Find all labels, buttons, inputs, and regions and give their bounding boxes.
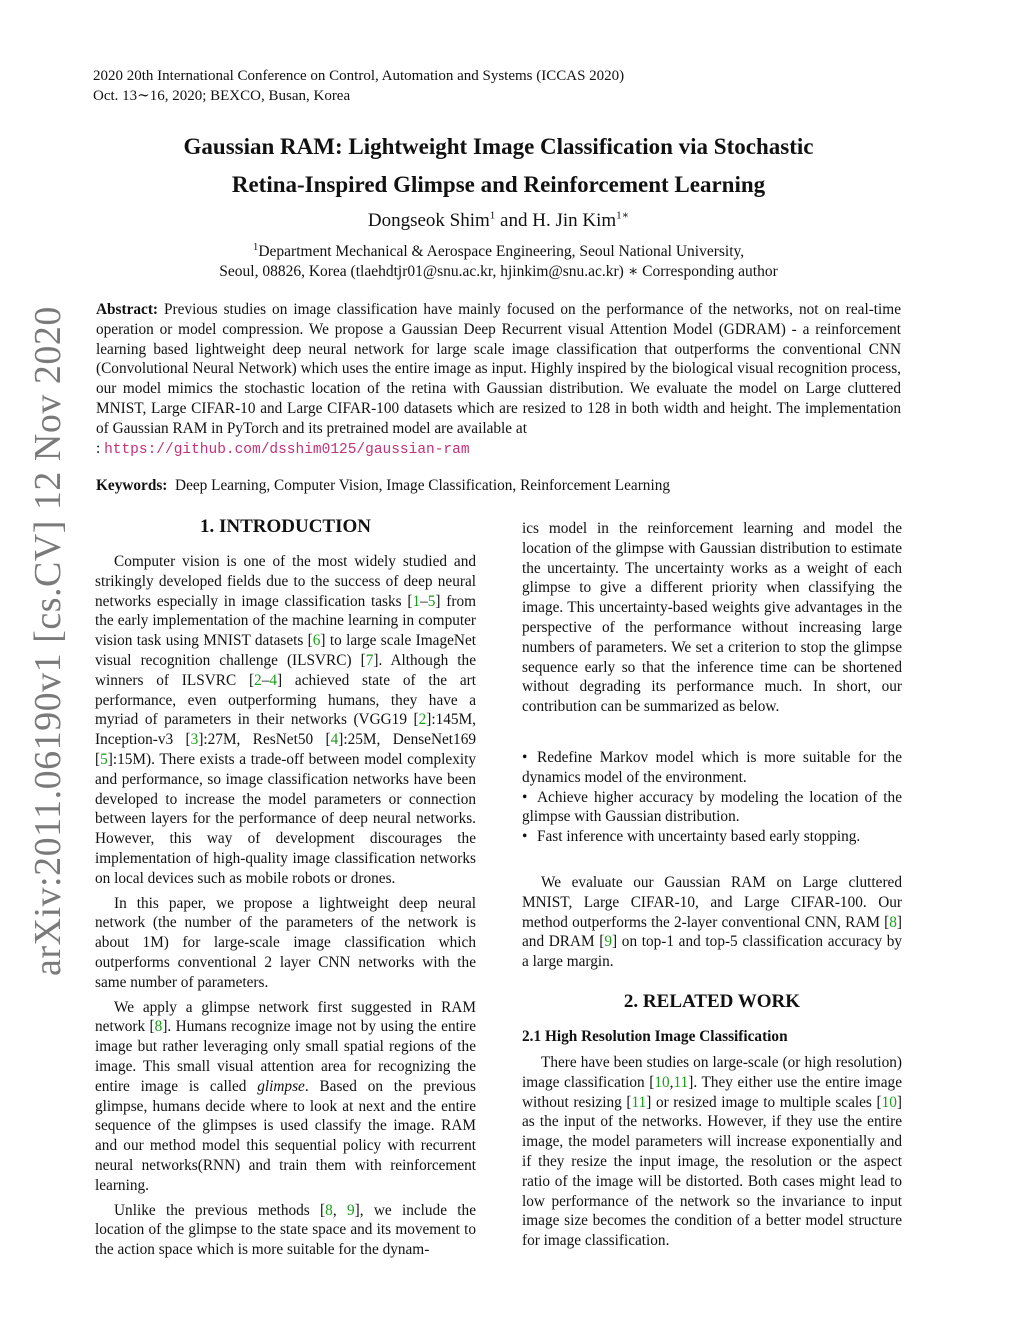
paper-title (96, 128, 901, 204)
right-column (522, 519, 902, 1256)
intro-continued-paragraph: ics model in the reinforcement learning and model the location of the glimpse with Gaussian distribution to estimate the uncertainty. The uncertainty works as a weight of each glimpse to give a different priority when classifying the image. This uncertainty-based weights give advantages in the perspective of the performance without increasing large numbers of parameters. We set a criterion to stop the glimpse sequence early so that the inference time can be shortened without degrading its performance much. In short, our contribution can be summarized as below. (522, 520, 902, 716)
citation[interactable]: 2 (418, 711, 427, 729)
glimpse-term: glimpse (257, 1077, 305, 1095)
contribution-list (522, 748, 902, 847)
abstract-label: Abstract: (96, 301, 159, 318)
github-link[interactable]: https://github.com/dsshim0125/gaussian-ram (104, 441, 470, 458)
citation[interactable]: 3 (190, 731, 199, 749)
citation[interactable]: 10 (881, 1093, 897, 1111)
citation[interactable]: 5 (100, 750, 108, 768)
related-paragraph-1: There have been studies on large-scale (or high resolution) image classification [10,11]. They either use the entire image without resizing [11] or resized image to multiple scales [10] as the input of the networks. However, if they use the entire image, the model parameters will increase exponentially and if they resize the input image, the resolution or the aspect ratio of the image will be distorted. Both cases might lead to low performance of the network so the invariance to input image size becomes the condition of a better model structure for image classification. (522, 1053, 902, 1250)
conference-header (93, 66, 624, 106)
conference-line-1: 2020 20th International Conference on Control, Automation and Systems (ICCAS 2020) (93, 68, 625, 84)
title-line-1: Gaussian RAM: Lightweight Image Classification via Stochastic (183, 134, 814, 159)
citation[interactable]: 4 (269, 671, 278, 689)
list-item: • Achieve higher accuracy by modeling the location of the glimpse with Gaussian distribution. (522, 788, 902, 826)
citation[interactable]: 2 (254, 671, 262, 689)
authors (96, 208, 901, 234)
affiliation (96, 242, 901, 282)
keywords-text: Deep Learning, Computer Vision, Image Classification, Reinforcement Learning (175, 477, 670, 494)
author-1-sup: 1 (489, 209, 496, 222)
intro-paragraph-1: Computer vision is one of the most widely studied and strikingly developed fields due to the success of deep neural networks especially in image classification tasks [1–5] from the early implementation of the machine learning in computer vision task using MNIST datasets [6] to large scale ImageNet visual recognition challenge (ILSVRC) [7]. Although the winners of ILSVRC [2–4] achieved state of the art performance, even outperforming humans, they have a myriad of parameters in their networks (VGG19 [2]:145M, Inception-v3 [3]:27M, ResNet50 [4]:25M, DenseNet169 [5]:15M). There exists a trade-off between model complexity and performance, so image classification networks have been developed to increase the model parameters or connection between layers for the performance of deep neural networks. However, this way of development discourages the implementation of high-quality image classification networks on local devices such as mobile robots or drones. (95, 553, 477, 887)
citation[interactable]: 10 (654, 1073, 670, 1091)
related-work-heading: 2. RELATED WORK (623, 990, 801, 1012)
author-2: H. Jin Kim (532, 210, 617, 231)
citation[interactable]: 8 (889, 913, 897, 931)
intro-paragraph-2: In this paper, we propose a lightweight deep neural network (the number of the parameters of the network is about 1M) for large-scale image classification which outperforms conventional 2 layer CNN networks with the same number of parameters. (95, 894, 476, 991)
intro-paragraph-4: Unlike the previous methods [8, 9], we include the location of the glimpse to the state space and its movement to the action space which is more suitable for the dynam- (95, 1201, 476, 1259)
affiliation-line-1: Department Mechanical & Aerospace Engineering, Seoul National University, (258, 243, 745, 260)
keywords (96, 476, 901, 496)
affiliation-line-2: Seoul, 08826, Korea (tlaehdtjr01@snu.ac.kr, hjinkim@snu.ac.kr) ∗ Corresponding author (219, 263, 778, 280)
arxiv-stamp: arXiv:2011.06190v1 [cs.CV] 12 Nov 2020 (27, 306, 69, 976)
citation[interactable]: 4 (330, 731, 339, 749)
author-2-sup: 1∗ (616, 209, 630, 222)
keywords-label: Keywords: (96, 477, 168, 494)
citation[interactable]: 7 (365, 651, 374, 669)
citation[interactable]: 5 (427, 592, 436, 610)
author-1: Dongseok Shim (367, 210, 490, 231)
abstract-text: Previous studies on image classification have mainly focused on the performance of the networks, not on real-time operation or model compression. We propose a Gaussian Deep Recurrent visual Attention Model (GDRAM) - a reinforcement learning based lightweight deep neural network for large scale image classification that outperforms the conventional CNN (Convolutional Neural Network) which uses the entire image as input. Highly inspired by the biological visual recognition process, our model mimics the stochastic location of the retina with Gaussian distribution. We evaluate the model on Large cluttered MNIST, Large CIFAR-10 and Large CIFAR-100 datasets which are resized to 128 in both width and height. The implementation of Gaussian RAM in PyTorch and its pretrained model are available at (96, 301, 901, 437)
citation[interactable]: 8 (325, 1201, 333, 1219)
title-line-2: Retina-Inspired Glimpse and Reinforcement Learning (231, 172, 766, 197)
citation[interactable]: 11 (673, 1073, 689, 1091)
list-item: • Redefine Markov model which is more suitable for the dynamics model of the environment. (522, 748, 902, 786)
citation[interactable]: 6 (312, 632, 321, 650)
intro-paragraph-3: We apply a glimpse network first suggested in RAM network [8]. Humans recognize image not by using the entire image but rather leveraging only small spatial regions of the image. This small visual attention area for recognizing the entire image is called glimpse. Based on the previous glimpse, humans decide where to look at next and the entire sequence of the glimpses is used classify the image. RAM and our method model this sequential policy with recurrent neural networks(RNN) and train them with reinforcement learning. (95, 998, 477, 1194)
citation[interactable]: 11 (631, 1093, 647, 1111)
left-column (95, 514, 476, 1265)
abstract (96, 300, 901, 460)
citation[interactable]: 1 (412, 592, 421, 610)
citation[interactable]: 9 (346, 1201, 355, 1219)
affiliation-sup: 1 (252, 240, 259, 253)
citation[interactable]: 8 (154, 1018, 163, 1036)
related-subheading: 2.1 High Resolution Image Classification (522, 1027, 788, 1045)
citation[interactable]: 9 (604, 933, 613, 951)
intro-heading: 1. INTRODUCTION (199, 516, 372, 537)
author-separator: and (495, 210, 533, 231)
evaluation-paragraph: We evaluate our Gaussian RAM on Large cluttered MNIST, Large CIFAR-10, and Large CIFAR-100. Our method outperforms the 2-layer conventional CNN, RAM [8] and DRAM [9] on top-1 and top-5 classification accuracy by a large margin. (522, 873, 902, 971)
conference-line-2: Oct. 13∼16, 2020; BEXCO, Busan, Korea (93, 88, 351, 104)
abstract-link-prefix: : (96, 439, 101, 457)
list-item: • Fast inference with uncertainty based early stopping. (522, 828, 861, 846)
